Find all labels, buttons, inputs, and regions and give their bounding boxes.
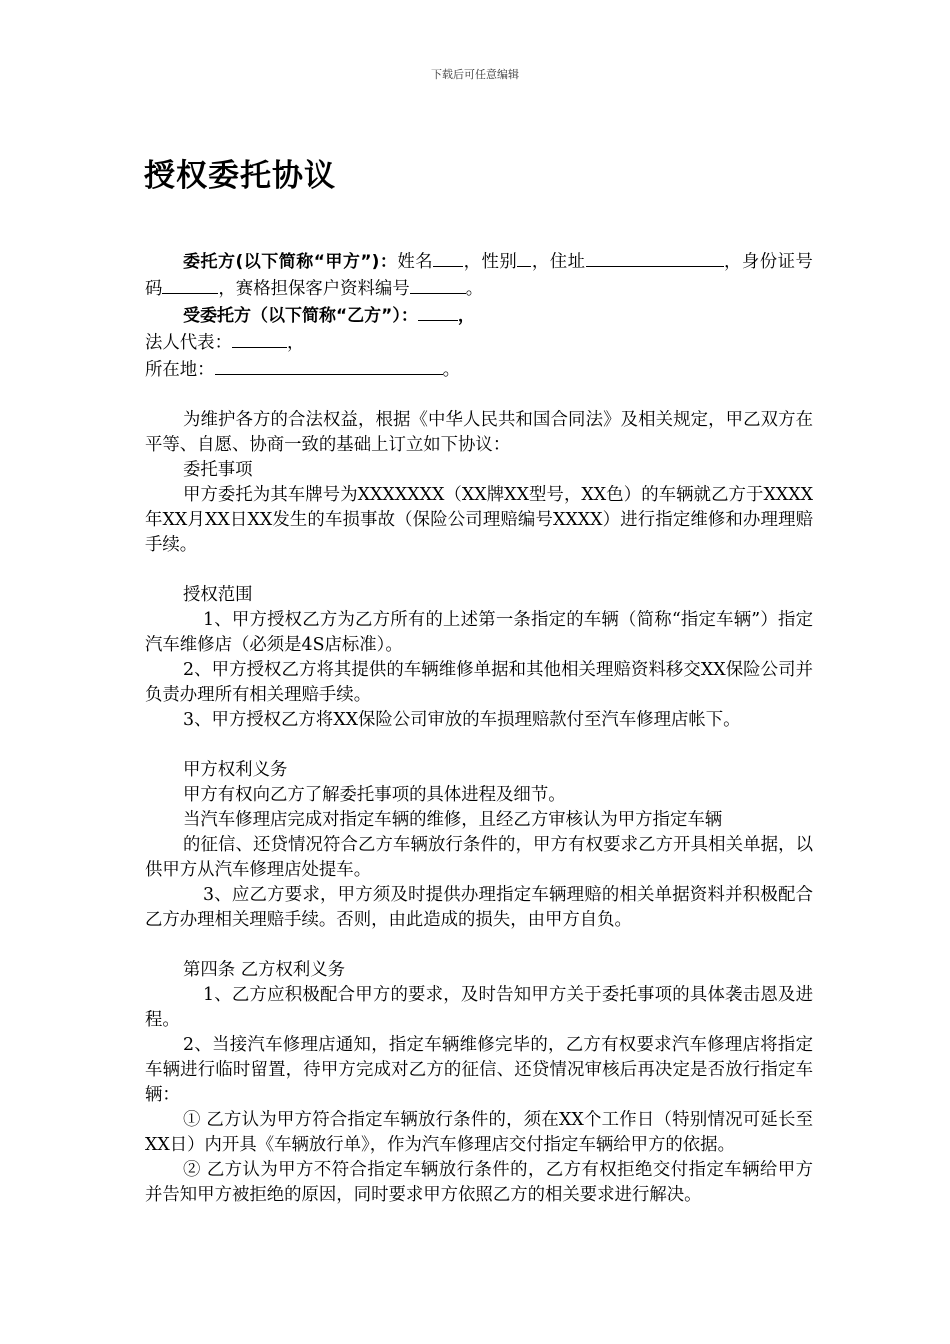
legal-rep-line	[145, 329, 813, 356]
party-b-label: 受委托方（以下简称“乙方”）：	[183, 306, 418, 326]
id-number-blank[interactable]	[162, 275, 218, 294]
party-b-blank[interactable]	[418, 302, 458, 321]
id-prefix: 份证号码	[145, 252, 813, 299]
party-b-label-end: ，	[457, 306, 475, 326]
section-3-item-1: 甲方有权向乙方了解委托事项的具体进程及细节。	[183, 785, 566, 805]
section-4-heading: 第四条 乙方权利义务	[183, 960, 346, 980]
party-a-tail: ，身	[723, 252, 760, 272]
page-title: 授权委托协议	[144, 158, 336, 194]
gender-blank[interactable]	[517, 248, 531, 267]
party-a-label: 委托方(以下简称“甲方”)：	[183, 252, 398, 272]
section-3-heading: 甲方权利义务	[183, 760, 288, 780]
section-2-item-2: 2、甲方授权乙方将其提供的车辆维修单据和其他相关理赔资料移交XX保险公司并负责办理所有相关理赔手续。	[145, 660, 813, 705]
section-4-sub-1: ① 乙方认为甲方符合指定车辆放行条件的，须在XX个工作日（特别情况可延长至XX日）内开具《车辆放行单》，作为汽车修理店交付指定车辆给甲方的依据。	[145, 1110, 813, 1155]
location-end: 。	[442, 360, 460, 380]
name-blank[interactable]	[433, 248, 463, 267]
section-3-item-3: 3、应乙方要求，甲方须及时提供办理指定车辆理赔的相关单据资料并积极配合乙方办理相关理赔手续。否则，由此造成的损失，由甲方自负。	[145, 885, 813, 930]
section-3-item-2a: 当汽车修理店完成对指定车辆的维修，且经乙方审核认为甲方指定车辆	[183, 810, 723, 830]
section-4-item-1: 1、乙方应积极配合甲方的要求，及时告知甲方关于委托事项的具体袭击恩及进程。	[145, 985, 813, 1030]
intro-paragraph: 为维护各方的合法权益，根据《中华人民共和国合同法》及相关规定，甲乙双方在平等、自愿、协商一致的基础上订立如下协议：	[145, 410, 813, 455]
section-4-sub-2: ② 乙方认为甲方不符合指定车辆放行条件的，乙方有权拒绝交付指定车辆给甲方并告知甲方被拒绝的原因，同时要求甲方依照乙方的相关要求进行解决。	[145, 1160, 813, 1205]
address-prefix: ，住址	[531, 252, 586, 272]
section-2-heading: 授权范围	[183, 585, 253, 605]
section-3-item-2b: 的征信、还贷情况符合乙方车辆放行条件的，甲方有权要求乙方开具相关单据，以供甲方从汽车修理店处提车。	[145, 835, 813, 880]
section-1-body: 甲方委托为其车牌号为XXXXXXX（XX牌XX型号，XX色）的车辆就乙方于XXXX年XX月XX日XX发生的车损事故（保险公司理赔编号XXXX）进行指定维修和办理理赔手续。	[145, 485, 813, 555]
party-a-line	[145, 248, 813, 302]
legal-rep-end: ，	[286, 333, 305, 353]
client-no-blank[interactable]	[410, 275, 466, 294]
gender-prefix: ，性别	[463, 252, 518, 272]
legal-rep-blank[interactable]	[232, 329, 287, 348]
client-no-prefix: ，赛格担保客户资料编号	[218, 279, 410, 299]
section-1-heading: 委托事项	[183, 460, 253, 480]
location-line	[145, 356, 813, 383]
section-2-item-3: 3、甲方授权乙方将XX保险公司审放的车损理赔款付至汽车修理店帐下。	[183, 710, 741, 730]
legal-rep-prefix: 法人代表：	[145, 333, 232, 353]
party-a-end: 。	[465, 279, 484, 299]
party-b-line	[145, 302, 813, 329]
header-note: 下载后可任意编辑	[431, 68, 519, 81]
location-blank[interactable]	[215, 356, 443, 375]
name-prefix: 姓名	[397, 252, 434, 272]
section-2-item-1: 1、甲方授权乙方为乙方所有的上述第一条指定的车辆（简称“指定车辆”）指定汽车维修店（必须是4S店标准）。	[145, 610, 813, 655]
document-body	[145, 248, 813, 1208]
address-blank[interactable]	[586, 248, 724, 267]
section-4-item-2: 2、当接汽车修理店通知，指定车辆维修完毕的，乙方有权要求汽车修理店将指定车辆进行临时留置，待甲方完成对乙方的征信、还贷情况审核后再决定是否放行指定车辆：	[145, 1035, 813, 1105]
location-prefix: 所在地：	[145, 360, 215, 380]
